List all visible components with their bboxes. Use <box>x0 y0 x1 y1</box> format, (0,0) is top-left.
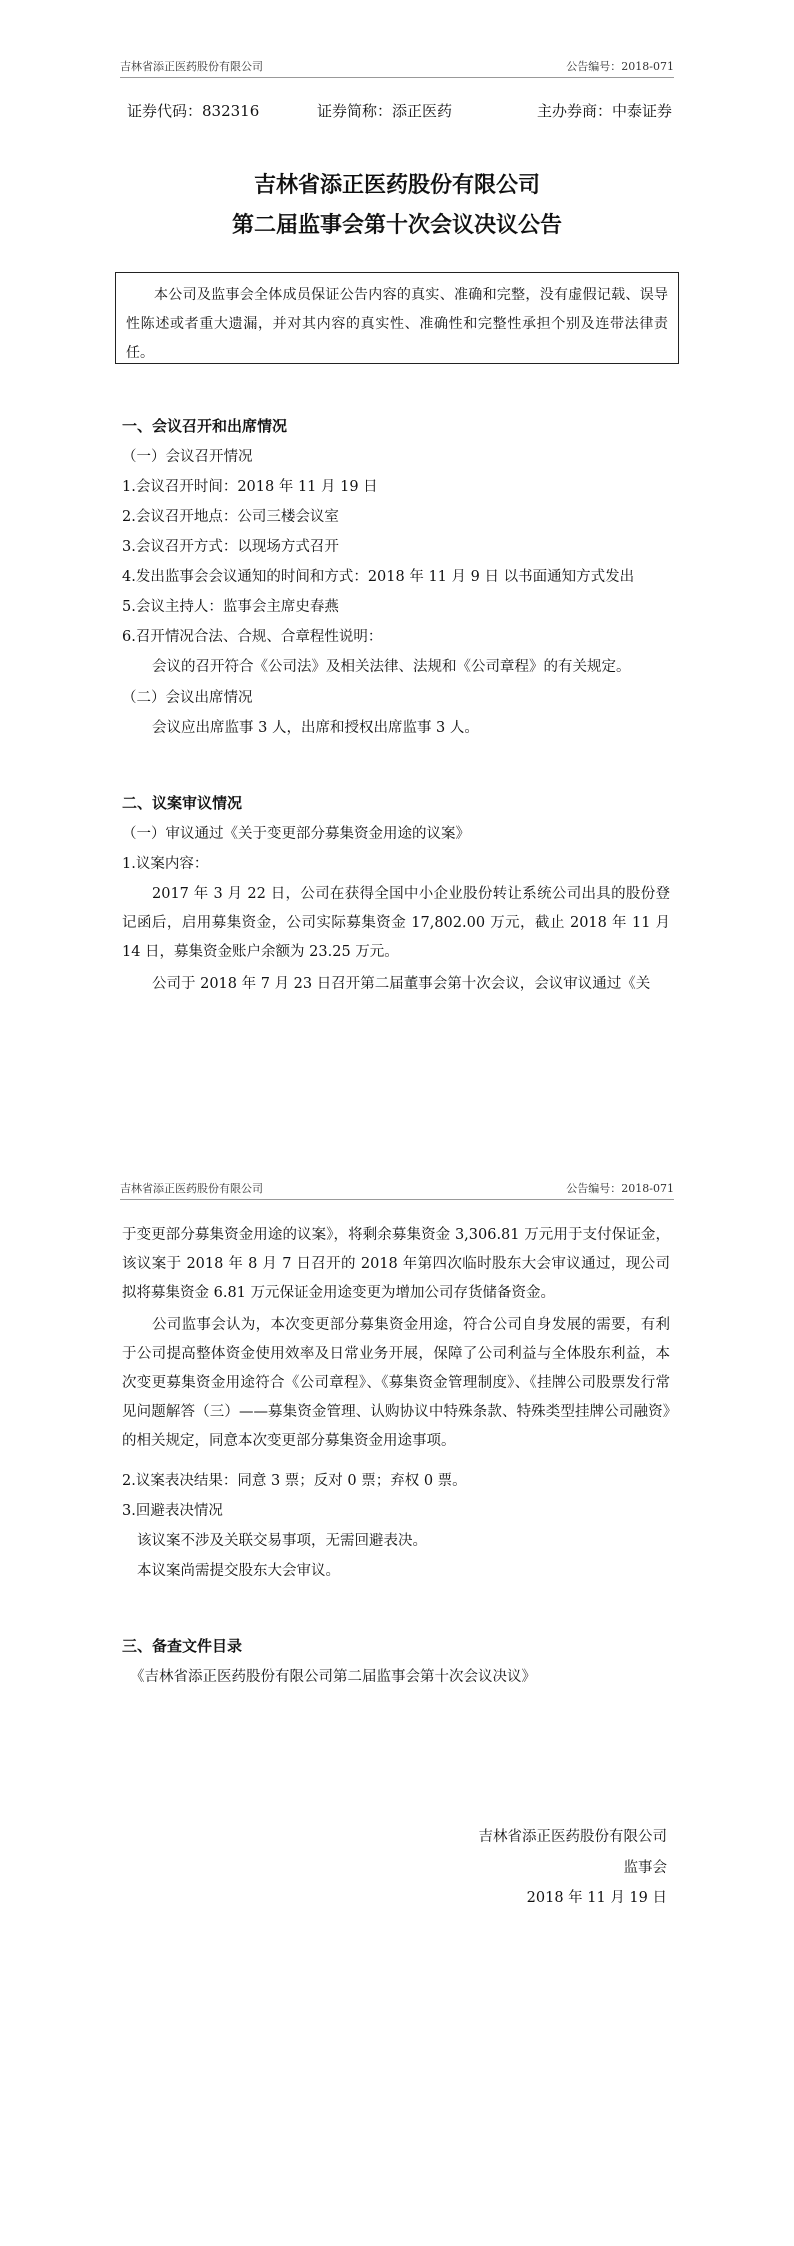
title-line-2: 第二届监事会第十次会议决议公告 <box>231 212 562 238</box>
header-company: 吉林省添正医药股份有限公司 <box>120 60 263 73</box>
page-header <box>120 1180 674 1200</box>
content-paragraph-2-cont: 于变更部分募集资金用途的议案》，将剩余募集资金 3,306.81 万元用于支付保证金，该议案于 2018 年 8 月 7 日召开的 2018 年第四次临时股东大会审议通过，现公司拟将募集资金 6.81 万元保证金用途变更为增加公司存货储备资金。 <box>122 1227 670 1301</box>
section1-heading: 一、会议召开和出席情况 <box>122 417 288 435</box>
signature-date: 2018 年 11 月 19 日 <box>526 1890 667 1906</box>
section1-sub2: （二）会议出席情况 <box>122 690 253 706</box>
shareholder-text: 本议案尚需提交股东大会审议。 <box>137 1563 340 1579</box>
meeting-item: 5.会议主持人：监事会主席史春燕 <box>122 599 339 615</box>
meeting-item: 2.会议召开地点：公司三楼会议室 <box>122 509 339 525</box>
content-paragraph-1: 2017 年 3 月 22 日，公司在获得全国中小企业股份转让系统公司出具的股份登记函后，启用募集资金，公司实际募集资金 17,802.00 万元，截止 2018 年 11 月 14 日，募集资金账户余额为 23.25 万元。 <box>122 886 670 960</box>
page-2 <box>0 1123 794 2246</box>
meeting-item: 4.发出监事会会议通知的时间和方式：2018 年 11 月 9 日 以书面通知方式发出 <box>122 569 635 585</box>
meeting-item: 6.召开情况合法、合规、合章程性说明： <box>122 629 383 645</box>
section1-sub1: （一）会议召开情况 <box>122 449 253 465</box>
attendance-text: 会议应出席监事 3 人，出席和授权出席监事 3 人。 <box>152 720 479 736</box>
notice-box: 本公司及监事会全体成员保证公告内容的真实、准确和完整，没有虚假记载、误导性陈述或者重大遗漏，并对其内容的真实性、准确性和完整性承担个别及连带法律责任。 <box>115 272 679 364</box>
content-paragraph-2-start: 公司于 2018 年 7 月 23 日召开第二届董事会第十次会议，会议审议通过《关 <box>152 976 651 992</box>
section3-heading: 三、备查文件目录 <box>122 1637 243 1655</box>
meeting-item: 3.会议召开方式：以现场方式召开 <box>122 539 339 555</box>
page-header <box>120 58 674 78</box>
stock-code: 证券代码：832316 <box>127 102 260 120</box>
header-company: 吉林省添正医药股份有限公司 <box>120 1182 263 1195</box>
reference-document: 《吉林省添正医药股份有限公司第二届监事会第十次会议决议》 <box>130 1669 536 1685</box>
header-notice-no: 公告编号：2018-071 <box>566 60 674 73</box>
section2-heading: 二、议案审议情况 <box>122 794 243 812</box>
signature-company: 吉林省添正医药股份有限公司 <box>478 1829 667 1845</box>
signature-body: 监事会 <box>623 1860 667 1876</box>
recusal-text: 该议案不涉及关联交易事项，无需回避表决。 <box>137 1533 427 1549</box>
broker: 主办券商：中泰证券 <box>537 102 673 120</box>
meeting-item: 1.会议召开时间：2018 年 11 月 19 日 <box>122 479 378 495</box>
content-paragraph-3: 公司监事会认为，本次变更部分募集资金用途，符合公司自身发展的需要，有利于公司提高整体资金使用效率及日常业务开展，保障了公司利益与全体股东利益，本次变更募集资金用途符合《公司章程》、《募集资金管理制度》、《挂牌公司股票发行常见问题解答（三）——募集资金管理、认购协议中特殊条款、特殊类型挂牌公司融资》的相关规定，同意本次变更部分募集资金用途事项。 <box>122 1317 670 1449</box>
stock-name: 证券简称：添正医药 <box>317 102 453 120</box>
section2-sub1: （一）审议通过《关于变更部分募集资金用途的议案》 <box>122 826 470 842</box>
header-notice-no: 公告编号：2018-071 <box>566 1182 674 1195</box>
compliance-text: 会议的召开符合《公司法》及相关法律、法规和《公司章程》的有关规定。 <box>152 659 631 675</box>
vote-result: 2.议案表决结果：同意 3 票；反对 0 票；弃权 0 票。 <box>122 1473 467 1489</box>
recusal-label: 3.回避表决情况 <box>122 1503 223 1519</box>
title-line-1: 吉林省添正医药股份有限公司 <box>253 172 540 198</box>
content-label: 1.议案内容： <box>122 856 209 872</box>
